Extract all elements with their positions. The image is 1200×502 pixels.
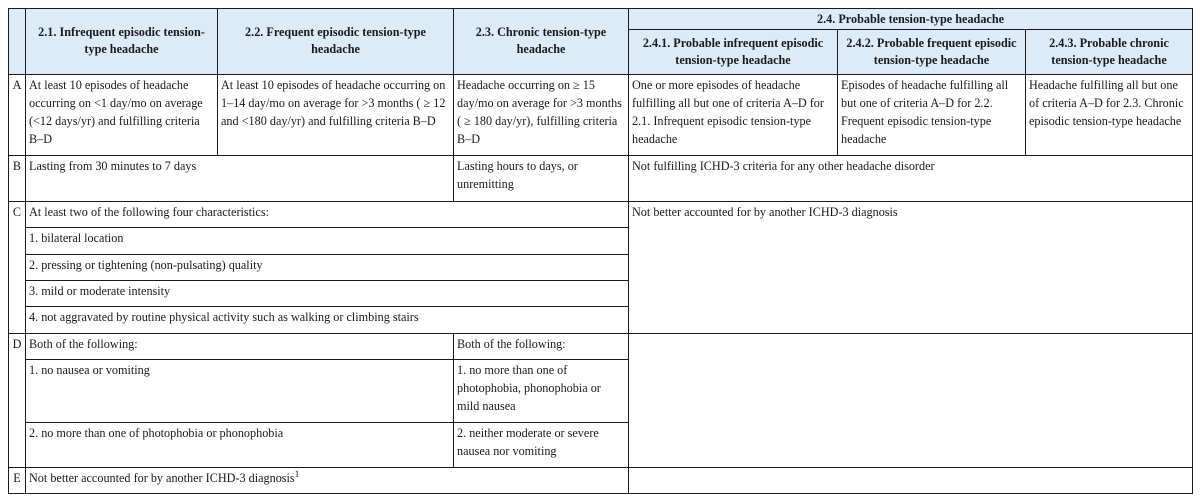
criteria-row-a xyxy=(9,74,1193,155)
cell-c-item-2: 2. pressing or tightening (non-pulsating) quality xyxy=(26,254,629,280)
header-corner xyxy=(9,9,26,75)
header-probable-chronic: 2.4.3. Probable chronic tension-type headache xyxy=(1026,30,1193,75)
header-frequent-episodic: 2.2. Frequent episodic tension-type headache xyxy=(218,9,454,75)
row-letter-c: C xyxy=(9,201,26,333)
cell-c-intro: At least two of the following four characteristics: xyxy=(26,201,629,227)
cell-a-probable-frequent: Episodes of headache fulfilling all but one of criteria A–D for 2.2. Frequent episodic tension-type headache xyxy=(838,74,1026,155)
header-probable-infrequent: 2.4.1. Probable infrequent episodic tension-type headache xyxy=(629,30,838,75)
cell-b-probable: Not fulfilling ICHD-3 criteria for any other headache disorder xyxy=(629,156,1193,202)
cell-d-item-2-chronic: 2. neither moderate or severe nausea nor vomiting xyxy=(454,422,629,467)
cell-c-item-1: 1. bilateral location xyxy=(26,228,629,254)
cell-d-item-1-episodic: 1. no nausea or vomiting xyxy=(26,360,454,423)
cell-a-chronic: Headache occurring on ≥ 15 day/mo on average for >3 months ( ≥ 180 day/yr), fulfilling criteria B–D xyxy=(454,74,629,155)
criteria-row-c xyxy=(9,201,1193,227)
cell-e-text-body: Not better accounted for by another ICHD-3 diagnosis xyxy=(29,470,295,485)
cell-a-infrequent: At least 10 episodes of headache occurring on <1 day/mo on average (<12 days/yr) and fulfilling criteria B–D xyxy=(26,74,218,155)
row-letter-a: A xyxy=(9,74,26,155)
cell-a-probable-chronic: Headache fulfilling all but one of criteria A–D for 2.3. Chronic episodic tension-type headache xyxy=(1026,74,1193,155)
cell-d-intro-episodic: Both of the following: xyxy=(26,333,454,359)
row-letter-e: E xyxy=(9,467,26,493)
header-infrequent-episodic: 2.1. Infrequent episodic tension-type headache xyxy=(26,9,218,75)
header-chronic: 2.3. Chronic tension-type headache xyxy=(454,9,629,75)
criteria-row-d xyxy=(9,333,1193,359)
cell-a-probable-infrequent: One or more episodes of headache fulfilling all but one of criteria A–D for 2.1. Infrequent episodic tension-type headache xyxy=(629,74,838,155)
header-probable: 2.4. Probable tension-type headache xyxy=(629,9,1193,30)
row-letter-b: B xyxy=(9,156,26,202)
tension-type-headache-criteria-table xyxy=(8,8,1193,494)
cell-a-frequent: At least 10 episodes of headache occurring on 1–14 day/mo on average for >3 months ( ≥ 12 and <180 day/yr) and fulfilling criteria B–D xyxy=(218,74,454,155)
cell-d-item-2-episodic: 2. no more than one of photophobia or phonophobia xyxy=(26,422,454,467)
cell-c-item-4: 4. not aggravated by routine physical activity such as walking or climbing stairs xyxy=(26,307,629,333)
cell-d-intro-chronic: Both of the following: xyxy=(454,333,629,359)
criteria-row-e xyxy=(9,467,1193,493)
header-probable-frequent: 2.4.2. Probable frequent episodic tension-type headache xyxy=(838,30,1026,75)
cell-b-episodic: Lasting from 30 minutes to 7 days xyxy=(26,156,454,202)
cell-b-chronic: Lasting hours to days, or unremitting xyxy=(454,156,629,202)
criteria-row-b xyxy=(9,156,1193,202)
cell-c-item-3: 3. mild or moderate intensity xyxy=(26,280,629,306)
footnote-mark: 1 xyxy=(294,468,300,479)
cell-c-probable: Not better accounted for by another ICHD-3 diagnosis xyxy=(629,201,1193,333)
cell-e-probable-empty xyxy=(629,467,1193,493)
cell-d-probable-empty xyxy=(629,333,1193,467)
row-letter-d: D xyxy=(9,333,26,467)
cell-d-item-1-chronic: 1. no more than one of photophobia, phonophobia or mild nausea xyxy=(454,360,629,423)
cell-e-text xyxy=(26,467,629,493)
